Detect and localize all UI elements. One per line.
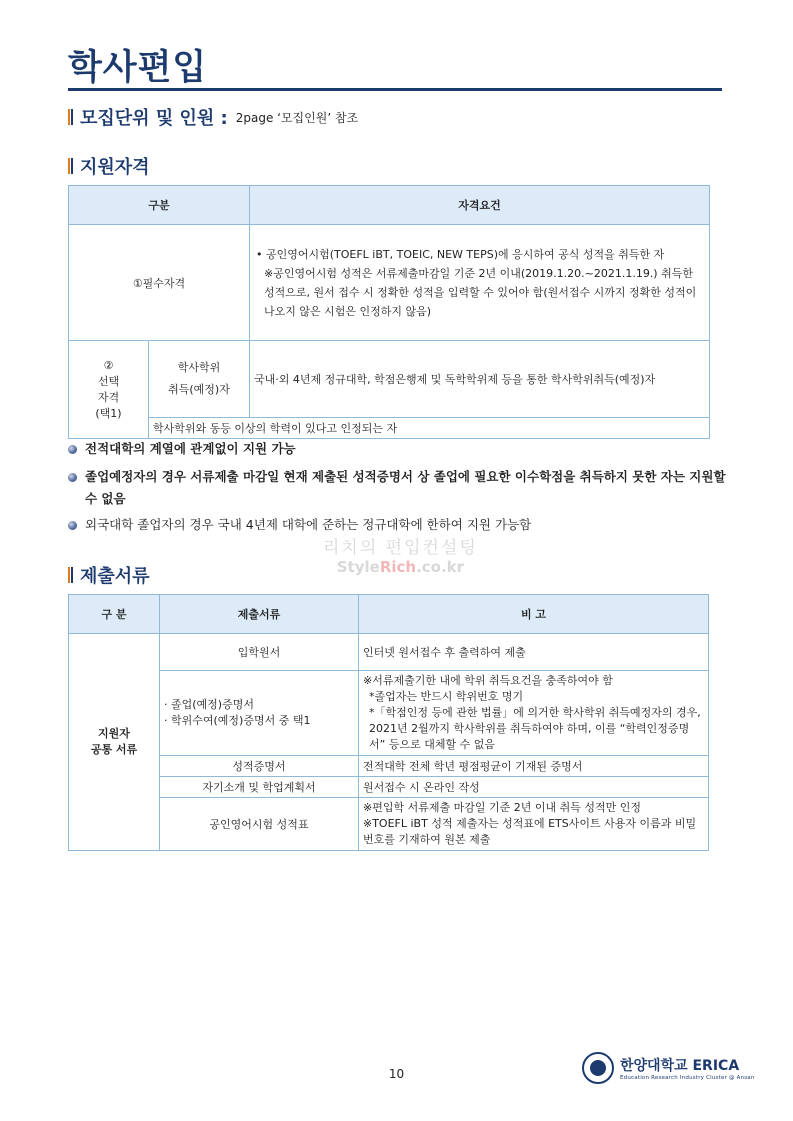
bullet-icon: [68, 445, 77, 454]
watermark: 리치의 편입컨설팅 StyleRich.co.kr: [323, 538, 478, 576]
table-row: · 졸업(예정)증명서 · 학위수여(예정)증명서 중 택1 ※서류제출기한 내에 학위 취득요건을 충족하여야 함 *졸업자는 반드시 학위번호 명기 *「학점인정 등에 관한 법률」에 의거한 학사학위 취득예정자의 경우, 2021년 2월까지 학사학위를 취득하여야 하며, 이를 “학력인정증명서” 등으로 대체할 수 없음: [69, 671, 709, 756]
sub-label-bachelor: 학사학위 취득(예정)자: [149, 341, 250, 418]
section-documents: [68, 562, 150, 588]
qualification-note: ※공인영어시험 성적은 서류제출마감일 기준 2년 이내(2019.1.20.~2021.1.19.) 취득한 성적으로, 원서 접수 시 정확한 성적을 입력할 수 있어야 함(원서접수 시까지 정확한 성적이 나오지 않은 시험은 인정하지 않음): [264, 266, 697, 318]
section-title: 지원자격: [80, 157, 150, 178]
university-logo: [582, 1052, 755, 1084]
section-note: 2page ‘모집인원’ 참조: [235, 110, 359, 125]
qualification-line: • 공인영어시험(TOEFL iBT, TOEIC, NEW TEPS)에 응시하여 공식 성적을 취득한 자: [256, 247, 665, 261]
eligibility-table: [68, 185, 710, 439]
bachelor-content: 국내·외 4년제 정규대학, 학점은행제 및 독학학위제 등을 통한 학사학위취득(예정)자: [250, 341, 710, 418]
list-item: 졸업예정자의 경우 서류제출 마감일 현재 제출된 성적증명서 상 졸업에 필요한 이수학점을 취득하지 못한 자는 지원할 수 없음: [68, 466, 728, 510]
section-title: 제출서류: [80, 566, 150, 587]
logo-name: 한양대학교 ERICA: [620, 1058, 740, 1074]
table-row: 지원자 공통 서류 입학원서 인터넷 원서접수 후 출력하여 제출: [69, 634, 709, 671]
table-header: 구분: [69, 186, 250, 225]
table-header: 제출서류: [160, 595, 359, 634]
bullet-icon: [68, 473, 77, 482]
page-number: 10: [388, 1067, 405, 1081]
eligibility-notes: [68, 438, 728, 542]
table-header: 구 분: [69, 595, 160, 634]
section-recruitment-units: [68, 104, 358, 130]
university-seal-icon: [582, 1052, 614, 1084]
table-header: 비 고: [359, 595, 709, 634]
section-marker-icon: [68, 158, 72, 174]
list-item: 외국대학 졸업자의 경우 국내 4년제 대학에 준하는 정규대학에 한하여 지원 가능함: [68, 514, 728, 536]
title-divider: [68, 88, 722, 91]
section-title: 모집단위 및 인원 :: [80, 108, 228, 129]
table-row: 공인영어시험 성적표 ※편입학 서류제출 마감일 기준 2년 이내 취득 성적만 인정 ※TOEFL iBT 성적 제출자는 성적표에 ETS사이트 사용자 이름과 비밀번호를 기재하여 원본 제출: [69, 798, 709, 851]
section-eligibility: [68, 153, 150, 179]
page-title: 학사편입: [68, 48, 208, 88]
section-marker-icon: [68, 567, 72, 583]
section-marker-icon: [68, 109, 72, 125]
row-label-required: ①필수자격: [69, 225, 250, 341]
list-item: 전적대학의 계열에 관계없이 지원 가능: [68, 438, 728, 460]
row-label-optional: ② 선택 자격 (택1): [69, 341, 149, 439]
required-qualification-content: [250, 225, 710, 341]
documents-table: [68, 594, 709, 851]
logo-tagline: Education Research Industry Cluster @ Ansan: [620, 1075, 755, 1081]
table-row: 성적증명서 전적대학 전체 학년 평점평균이 기재된 증명서: [69, 756, 709, 777]
table-row: 자기소개 및 학업계획서 원서접수 시 온라인 작성: [69, 777, 709, 798]
table-header: 자격요건: [250, 186, 710, 225]
bullet-icon: [68, 521, 77, 530]
equivalent-content: 학사학위와 동등 이상의 학력이 있다고 인정되는 자: [149, 418, 710, 439]
group-label: 지원자 공통 서류: [69, 634, 160, 851]
